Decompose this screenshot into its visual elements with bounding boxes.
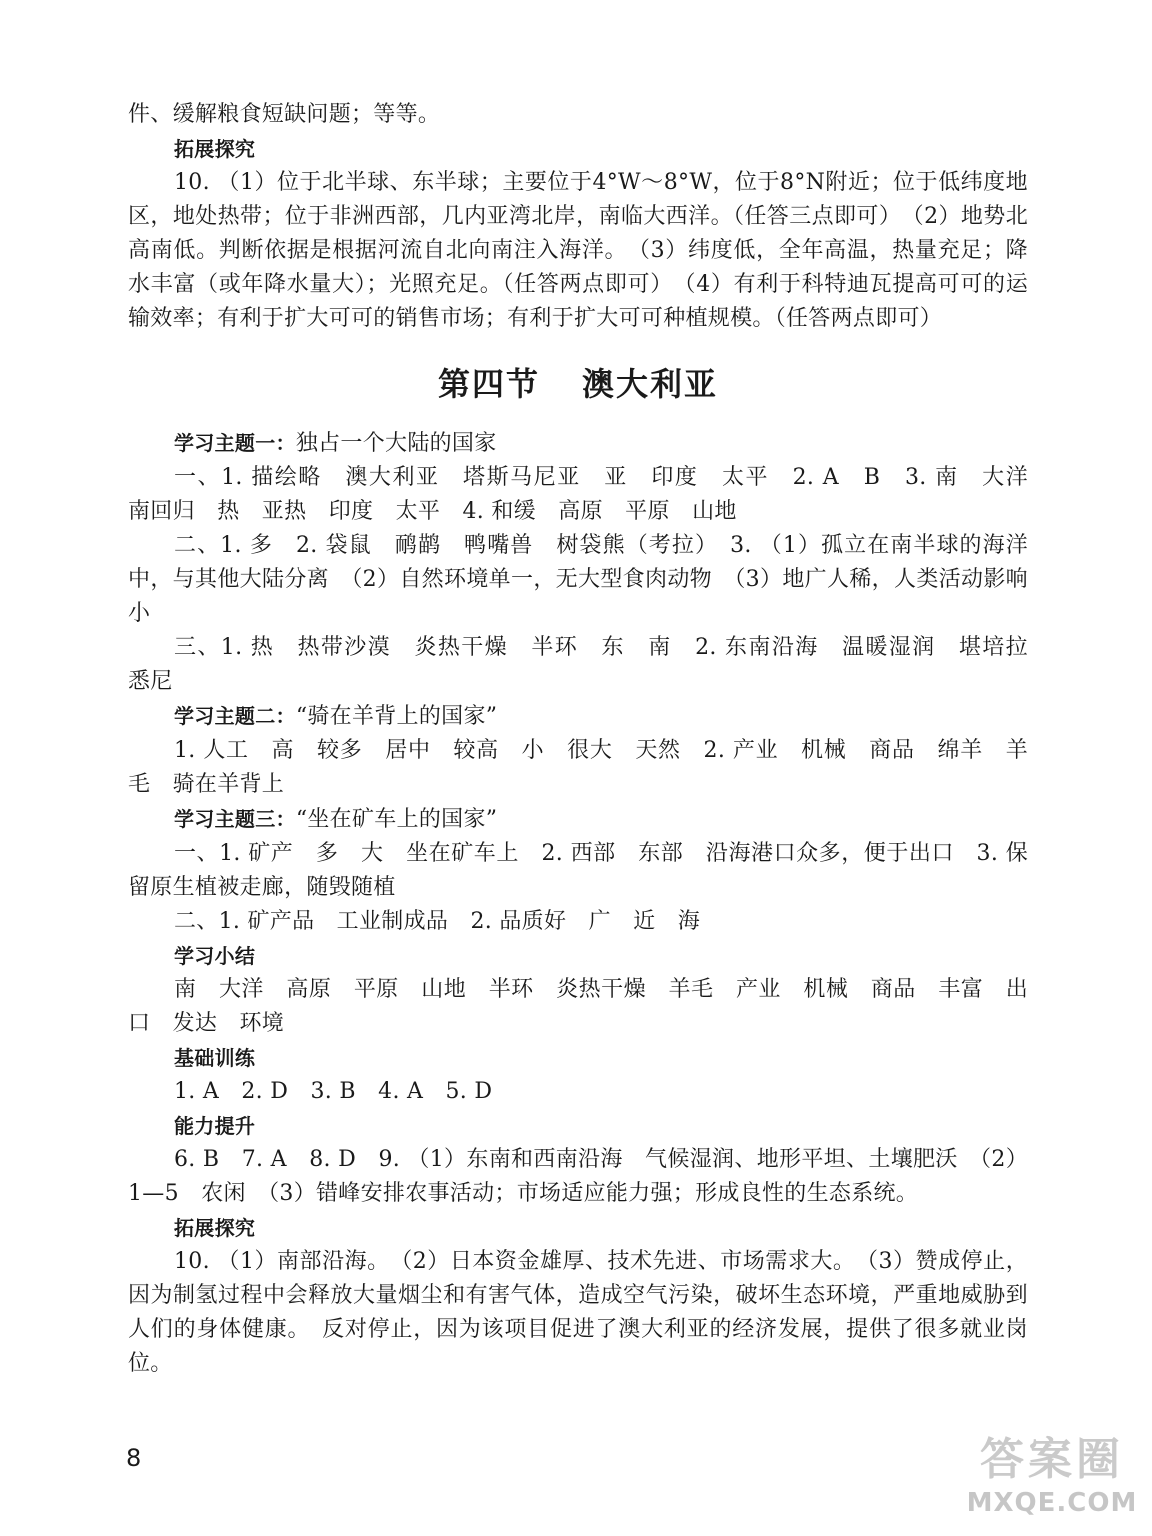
summary-heading: 学习小结 xyxy=(174,944,256,968)
page-content xyxy=(128,98,1051,1381)
heading-extension-inquiry-top: 拓展探究 xyxy=(174,137,256,161)
extension-inquiry-answer: 10. （1）南部沿海。 （2）日本资金雄厚、技术先进、市场需求大。 （3）赞成停止，因为制氢过程中会释放大量烟尘和有害气体，造成空气污染，破坏生态环境，严重地威胁到人们的身体健康。 反对停止，因为该项目促进了澳大利亚的经济发展，提供了很多就业岗位。 xyxy=(128,1249,1028,1376)
theme-1-label: 学习主题一： xyxy=(174,431,296,455)
theme-2-part-1: 1. 人工 高 较多 居中 较高 小 很大 天然 2. 产业 机械 商品 绵羊 羊毛 骑在羊背上 xyxy=(128,738,1028,797)
section-title-number: 第四节 xyxy=(437,365,540,403)
theme-2-text: “骑在羊背上的国家” xyxy=(295,704,498,729)
theme-3-part-2: 二、1. 矿产品 工业制成品 2. 品质好 广 近 海 xyxy=(174,909,701,934)
basic-training-heading: 基础训练 xyxy=(174,1046,256,1070)
theme-3-heading xyxy=(128,802,1028,837)
page-number: 8 xyxy=(126,1444,142,1472)
theme-2-label: 学习主题二： xyxy=(174,704,296,728)
watermark-main-text: 答案圈 xyxy=(980,1434,1124,1485)
continued-text: 件、缓解粮食短缺问题；等等。 xyxy=(128,102,441,127)
theme-3-label: 学习主题三： xyxy=(174,807,296,831)
theme-1-part-1: 一、1. 描绘略 澳大利亚 塔斯马尼亚 亚 印度 太平 2. A B 3. 南 大洋 南回归 热 亚热 印度 太平 4. 和缓 高原 平原 山地 xyxy=(128,465,1051,524)
theme-3-text: “坐在矿车上的国家” xyxy=(295,807,498,832)
watermark-sub-text: MXQE.COM xyxy=(966,1488,1138,1518)
ability-heading: 能力提升 xyxy=(174,1114,256,1138)
extension-inquiry-heading: 拓展探究 xyxy=(174,1216,256,1240)
theme-1-text: 独占一个大陆的国家 xyxy=(295,431,497,456)
answer-10-top: 10. （1）位于北半球、东半球；主要位于4°W～8°W，位于8°N附近；位于低纬度地区，地处热带；位于非洲西部，几内亚湾北岸，南临大西洋。（任答三点即可） （2）地势北高南低。判断依据是根据河流自北向南注入海洋。 （3）纬度低，全年高温，热量充足；降水丰富（或年降水量大）；光照充足。（任答两点即可） （4）有利于科特迪瓦提高可可的运输效率；有利于扩大可可的销售市场；有利于扩大可可种植规模。（任答两点即可） xyxy=(128,170,1028,331)
section-title xyxy=(128,362,1028,406)
theme-1-part-2: 二、1. 多 2. 袋鼠 鸸鹋 鸭嘴兽 树袋熊（考拉） 3. （1）孤立在南半球的海洋中，与其他大陆分离 （2）自然环境单一，无大型食肉动物 （3）地广人稀，人类活动影响小 xyxy=(128,533,1028,626)
section-title-name: 澳大利亚 xyxy=(582,365,719,403)
theme-1-heading xyxy=(128,426,1028,461)
summary-text: 南 大洋 高原 平原 山地 半环 炎热干燥 羊毛 产业 机械 商品 丰富 出口 发达 环境 xyxy=(128,977,1028,1036)
theme-1-part-3: 三、1. 热 热带沙漠 炎热干燥 半环 东 南 2. 东南沿海 温暖湿润 堪培拉 悉尼 xyxy=(128,635,1051,694)
theme-3-part-1: 一、1. 矿产 多 大 坐在矿车上 2. 西部 东部 沿海港口众多，便于出口 3. 保留原生植被走廊，随毁随植 xyxy=(128,841,1028,900)
ability-answers: 6. B 7. A 8. D 9. （1）东南和西南沿海 气候湿润、地形平坦、土壤肥沃 （2）1—5 农闲 （3）错峰安排农事活动；市场适应能力强；形成良性的生态系统。 xyxy=(128,1147,1028,1206)
theme-2-heading xyxy=(128,699,1028,734)
basic-training-answers: 1. A 2. D 3. B 4. A 5. D xyxy=(174,1079,493,1104)
watermark-logo xyxy=(962,1432,1142,1528)
